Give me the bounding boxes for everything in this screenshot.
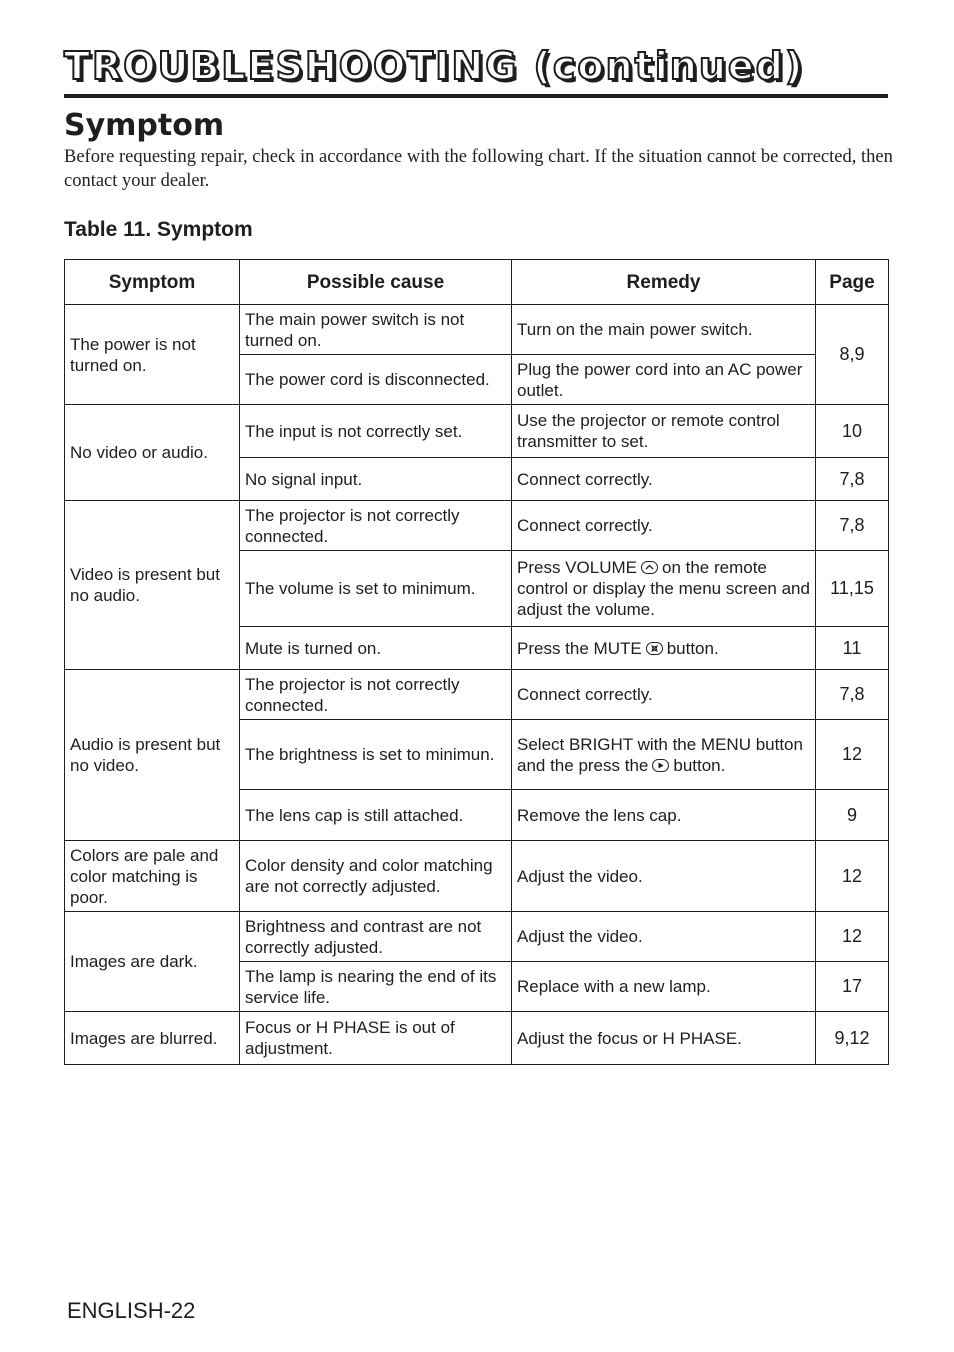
page-cell: 10 — [816, 405, 889, 458]
cause-cell: The lens cap is still attached. — [240, 790, 512, 841]
symptom-cell: The power is not turned on. — [65, 305, 240, 405]
remedy-text-before: Select BRIGHT with the MENU button and the press the — [517, 734, 803, 775]
table-row — [65, 912, 889, 962]
remedy-cell — [512, 551, 816, 627]
page-number: ENGLISH-22 — [67, 1298, 196, 1323]
symptom-cell: Audio is present but no video. — [65, 670, 240, 841]
page-cell: 17 — [816, 962, 889, 1012]
remedy-text-after: button. — [673, 755, 726, 775]
remedy-text-after: on the remote control or display the menu screen and adjust the volume. — [517, 558, 810, 619]
remedy-cell: Replace with a new lamp. — [512, 962, 816, 1012]
table-header-row — [65, 260, 889, 305]
header-symptom: Symptom — [65, 260, 240, 305]
page-cell: 9,12 — [816, 1012, 889, 1065]
symptom-cell: Images are dark. — [65, 912, 240, 1012]
cause-cell: The main power switch is not turned on. — [240, 305, 512, 355]
remedy-cell: Connect correctly. — [512, 458, 816, 501]
cause-cell: No signal input. — [240, 458, 512, 501]
cause-cell: The power cord is disconnected. — [240, 355, 512, 405]
intro-paragraph: Before requesting repair, check in accordance with the following chart. If the situation cannot be corrected, then contact your dealer. — [64, 147, 893, 191]
symptom-table — [64, 259, 889, 1065]
table-row — [65, 1012, 889, 1065]
page-cell: 7,8 — [816, 670, 889, 720]
symptom-cell: Colors are pale and color matching is poor. — [65, 841, 240, 912]
remedy-cell — [512, 627, 816, 670]
title-divider — [64, 94, 888, 98]
table-row — [65, 670, 889, 720]
remedy-cell: Connect correctly. — [512, 670, 816, 720]
remedy-cell: Plug the power cord into an AC power outlet. — [512, 355, 816, 405]
mute-icon — [646, 642, 663, 655]
page-cell: 9 — [816, 790, 889, 841]
cause-cell: The lamp is nearing the end of its service life. — [240, 962, 512, 1012]
remedy-cell: Use the projector or remote control transmitter to set. — [512, 405, 816, 458]
remedy-cell: Adjust the focus or H PHASE. — [512, 1012, 816, 1065]
section-heading: Symptom — [64, 108, 225, 143]
remedy-text-after: button. — [666, 638, 719, 658]
cause-cell: Color density and color matching are not correctly adjusted. — [240, 841, 512, 912]
cause-cell: The projector is not correctly connected. — [240, 501, 512, 551]
page-cell: 12 — [816, 841, 889, 912]
page-cell: 11 — [816, 627, 889, 670]
header-remedy: Remedy — [512, 260, 816, 305]
table-row — [65, 405, 889, 458]
header-page: Page — [816, 260, 889, 305]
page-cell: 7,8 — [816, 501, 889, 551]
page-cell: 8,9 — [816, 305, 889, 405]
cause-cell: The input is not correctly set. — [240, 405, 512, 458]
volume-up-icon — [641, 561, 658, 574]
page-cell: 12 — [816, 720, 889, 790]
table-row — [65, 501, 889, 551]
page-cell: 12 — [816, 912, 889, 962]
remedy-cell: Connect correctly. — [512, 501, 816, 551]
table-caption: Table 11. Symptom — [64, 218, 253, 241]
remedy-cell: Adjust the video. — [512, 841, 816, 912]
right-arrow-icon — [652, 759, 669, 772]
table-row — [65, 841, 889, 912]
remedy-cell: Remove the lens cap. — [512, 790, 816, 841]
page-title: TROUBLESHOOTING (continued) — [64, 44, 805, 88]
cause-cell: Mute is turned on. — [240, 627, 512, 670]
table-row — [65, 305, 889, 355]
symptom-cell: No video or audio. — [65, 405, 240, 501]
symptom-cell: Video is present but no audio. — [65, 501, 240, 670]
cause-cell: The volume is set to minimum. — [240, 551, 512, 627]
remedy-text-before: Press VOLUME — [517, 558, 637, 577]
remedy-cell: Turn on the main power switch. — [512, 305, 816, 355]
cause-cell: The projector is not correctly connected. — [240, 670, 512, 720]
remedy-cell: Adjust the video. — [512, 912, 816, 962]
cause-cell: Focus or H PHASE is out of adjustment. — [240, 1012, 512, 1065]
page-cell: 11,15 — [816, 551, 889, 627]
remedy-cell — [512, 720, 816, 790]
header-possible-cause: Possible cause — [240, 260, 512, 305]
cause-cell: The brightness is set to minimun. — [240, 720, 512, 790]
symptom-cell: Images are blurred. — [65, 1012, 240, 1065]
cause-cell: Brightness and contrast are not correctly adjusted. — [240, 912, 512, 962]
remedy-text-before: Press the MUTE — [517, 638, 642, 658]
page-cell: 7,8 — [816, 458, 889, 501]
